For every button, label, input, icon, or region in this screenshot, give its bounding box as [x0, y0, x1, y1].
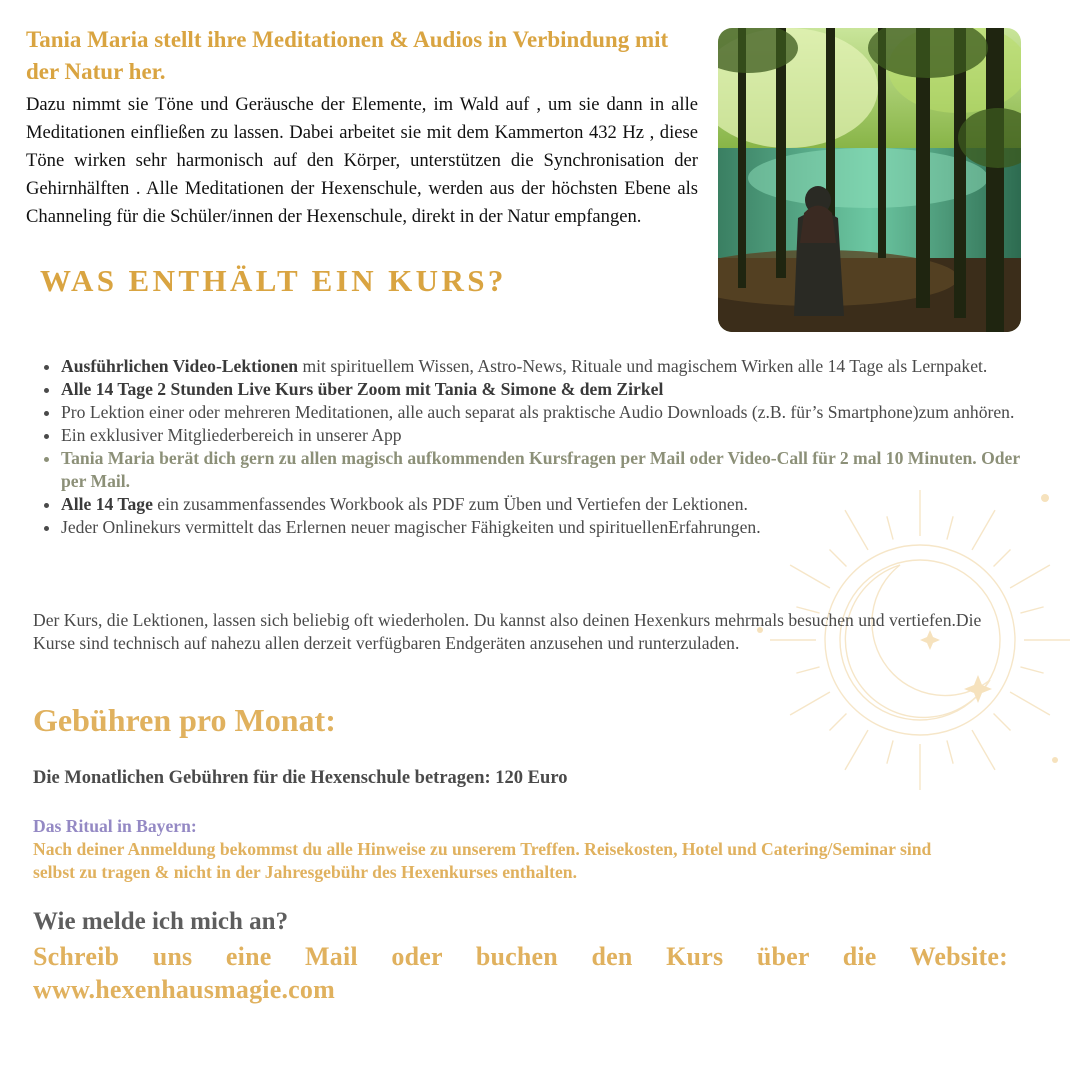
- list-item: • Alle 14 Tage ein zusammenfassendes Workbook als PDF zum Üben und Vertiefen der Lektionen.: [61, 493, 1036, 516]
- list-item: • Ausführlichen Video-Lektionen mit spirituellem Wissen, Astro-News, Rituale und magischem Wirken alle 14 Tage als Lernpaket.: [61, 355, 1036, 378]
- list-item: • Tania Maria berät dich gern zu allen magisch aufkommenden Kursfragen per Mail oder Video-Call für 2 mal 10 Minuten. Oder per Mail.: [61, 447, 1036, 493]
- ritual-title: Das Ritual in Bayern:: [33, 816, 197, 836]
- fees-text: Die Monatlichen Gebühren für die Hexenschule betragen: 120 Euro: [33, 768, 568, 788]
- list-item: • Jeder Onlinekurs vermittelt das Erlernen neuer magischer Fähigkeiten und spirituellenErfahrungen.: [61, 516, 1036, 539]
- forest-photo: [718, 28, 1021, 332]
- signup-text: Schreib uns eine Mail oder buchen den Kurs über die Website: www.hexenhausmagie.com: [33, 942, 1008, 1004]
- ritual-text: Nach deiner Anmeldung bekommst du alle Hinweise zu unserem Treffen. Reisekosten, Hotel und Catering/Seminar sind selbst zu tragen & nicht in der Jahresgebühr des Hexenkurses enthalten.: [33, 839, 932, 882]
- intro-text: Dazu nimmt sie Töne und Geräusche der Elemente, im Wald auf , um sie dann in alle Meditationen einfließen zu lassen. Dabei arbeitet sie mit dem Kammerton 432 Hz , diese Töne wirken sehr harmonisch auf den Körper, unterstützen die Synchronisation der Gehirnhälften . Alle Meditationen der Hexenschule, werden aus der höchsten Ebene als Channeling für die Schüler/innen der Hexenschule, direkt in der Natur empfangen.: [26, 94, 698, 227]
- course-features-list: [33, 355, 1036, 539]
- course-repeat-text: Der Kurs, die Lektionen, lassen sich beliebig oft wiederholen. Du kannst also deinen Hexenkurs mehrmals besuchen und vertiefen.Die Kurse sind technisch auf nahezu allen derzeit verfügbaren Endgeräten anzusehen und runterzuladen.: [33, 610, 982, 653]
- fees-title: Gebühren pro Monat:: [33, 702, 336, 738]
- list-item: • Alle 14 Tage 2 Stunden Live Kurs über Zoom mit Tania & Simone & dem Zirkel: [61, 378, 1036, 401]
- list-item: • Pro Lektion einer oder mehreren Meditationen, alle auch separat als praktische Audio Downloads (z.B. für’s Smartphone)zum anhören.: [61, 401, 1036, 424]
- intro-title: Tania Maria stellt ihre Meditationen & Audios in Verbindung mit der Natur her.: [26, 27, 669, 84]
- list-item: • Ein exklusiver Mitgliederbereich in unserer App: [61, 424, 1036, 447]
- signup-title: Wie melde ich mich an?: [33, 908, 289, 935]
- course-section-title: WAS ENTHÄLT EIN KURS?: [40, 263, 507, 298]
